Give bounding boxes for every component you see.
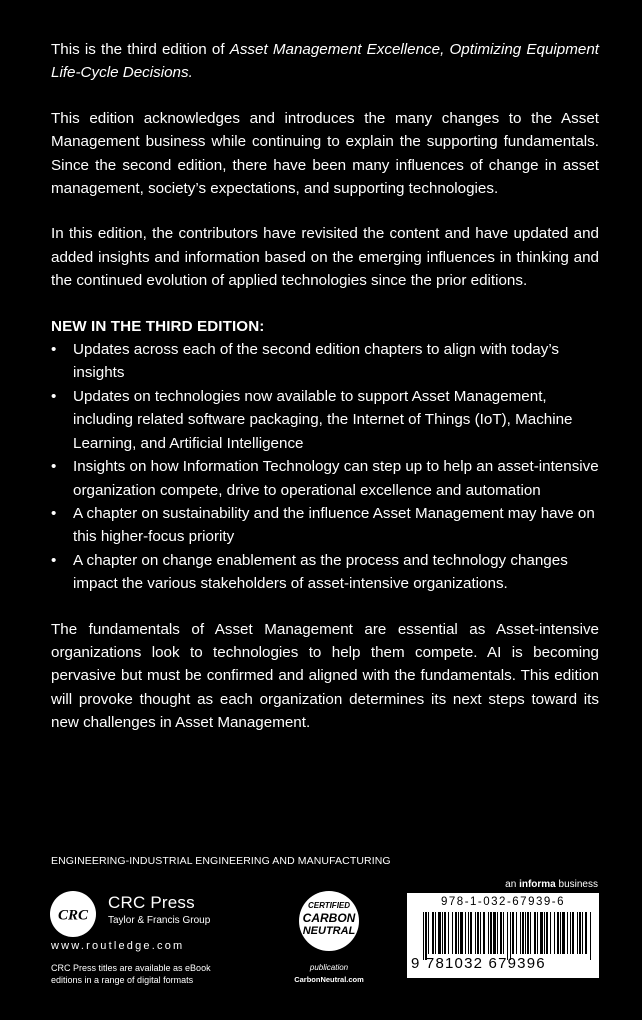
barcode-bar <box>577 912 578 954</box>
barcode-bar <box>534 912 536 954</box>
bullet-icon: • <box>51 551 57 569</box>
barcode-bar <box>500 912 502 954</box>
barcode-icon <box>423 912 593 960</box>
barcode-bar <box>493 912 496 954</box>
informa-brand: informa <box>519 879 556 890</box>
website-link[interactable]: www.routledge.com <box>51 940 185 952</box>
contributors-paragraph: In this edition, the contributors have revisited the content and have updated and added insights and information based on the emerging influences in thinking and the continued evolution of applied technologies since the prior editions. <box>51 225 599 290</box>
bullet-icon: • <box>51 458 57 476</box>
barcode-bar <box>567 912 568 954</box>
publisher-group: Taylor & Francis Group <box>108 915 211 926</box>
publication-text: publication <box>309 963 349 972</box>
barcode-bar <box>544 912 545 954</box>
book-title: Asset Management Excellence, Optimizing Equipment Life-Cycle Decisions. <box>51 41 599 82</box>
barcode-bar <box>530 912 531 954</box>
isbn-text: 978-1-032-67939-6 <box>441 896 565 908</box>
list-item: • Insights on how Information Technology can step up to help an asset-intensive organization compete, drive to operational excellence and automation <box>51 455 599 502</box>
barcode-bar <box>483 912 485 954</box>
barcode-bar <box>550 912 551 954</box>
barcode-bar <box>438 912 441 954</box>
barcode-bar <box>585 912 587 954</box>
intro-paragraph <box>51 38 599 85</box>
barcode-bar <box>579 912 581 954</box>
barcode-bar <box>516 912 517 954</box>
list-item: • A chapter on change enablement as the process and technology changes impact the various stakeholders of asset-intensive organizations. <box>51 549 599 596</box>
barcode-bar <box>497 912 498 954</box>
barcode-bar <box>470 912 472 954</box>
barcode-bar <box>562 912 565 954</box>
barcode-bar <box>468 912 469 954</box>
barcode-bar <box>520 912 521 954</box>
list-item: • Updates on technologies now available to support Asset Management, including related software packaging, the Internet of Things (IoT), Machine Learning, and Artificial Intelligence <box>51 385 599 455</box>
intro-prefix: This is the third edition of <box>51 41 230 58</box>
barcode-bar <box>432 912 434 954</box>
carbon-text: CARBON <box>302 911 356 925</box>
new-edition-list <box>51 338 599 595</box>
barcode-bar <box>590 912 591 960</box>
barcode-bar <box>475 912 476 954</box>
carbon-neutral-logo <box>286 888 372 988</box>
barcode-bar <box>570 912 571 954</box>
barcode-bar <box>488 912 489 954</box>
barcode-bar <box>477 912 479 954</box>
barcode-bar <box>435 912 436 954</box>
barcode-bar <box>507 912 508 960</box>
barcode-bar <box>458 912 459 954</box>
barcode-bar <box>444 912 446 954</box>
barcode-bar <box>546 912 548 954</box>
barcode-bar <box>503 912 504 954</box>
barcode-bar <box>554 912 555 954</box>
barcode-bar <box>460 912 463 954</box>
barcode-bar <box>527 912 529 954</box>
crc-logo-text: CRC <box>57 907 89 924</box>
list-item: • A chapter on sustainability and the influence Asset Management may have on this higher-focus priority <box>51 502 599 549</box>
barcode-bar <box>480 912 481 954</box>
barcode-bar <box>537 912 538 954</box>
carbon-site-text: CarbonNeutral.com <box>294 975 364 984</box>
barcode-bar <box>510 912 511 960</box>
barcode-bar <box>557 912 559 954</box>
barcode-bar <box>452 912 453 954</box>
closing-paragraph: The fundamentals of Asset Management are essential as Asset-intensive organizations look to technologies to help them compete. AI is becoming pervasive but must be confirmed and aligned with the fundamentals. This edition will provoke thought as each organization determines its next steps toward its new challenges in Asset Management. <box>51 620 599 732</box>
barcode-bar <box>465 912 466 954</box>
crc-press-logo <box>49 890 97 938</box>
barcode-bar <box>423 912 424 960</box>
barcode-bar <box>490 912 492 954</box>
barcode-bar <box>442 912 443 954</box>
bullet-icon: • <box>51 341 57 359</box>
edition-paragraph: This edition acknowledges and introduces the many changes to the Asset Management business while continuing to explain the supporting fundamentals. Since the second edition, there have been many influences of change in asset management, society’s expectations, and supporting technologies. <box>51 109 599 198</box>
barcode-bar <box>572 912 574 954</box>
back-cover-text <box>51 38 599 757</box>
ebook-note: CRC Press titles are available as eBook editions in a range of digital formats <box>51 963 211 985</box>
bullet-icon: • <box>51 504 57 522</box>
publisher-name: CRC Press <box>108 893 195 912</box>
barcode-bar <box>448 912 449 954</box>
barcode-bar <box>425 912 427 960</box>
barcode-bar <box>540 912 543 954</box>
barcode-bar <box>512 912 514 954</box>
barcode-bar <box>428 912 429 954</box>
list-item: • Updates across each of the second edition chapters to align with today’s insights <box>51 338 599 385</box>
barcode-bar <box>525 912 526 954</box>
neutral-text: NEUTRAL <box>302 925 356 937</box>
subject-category: ENGINEERING-INDUSTRIAL ENGINEERING AND MANUFACTURING <box>51 855 391 867</box>
isbn-digits: 9 781032 679396 <box>411 955 546 972</box>
barcode-bar <box>455 912 457 954</box>
informa-tagline: an informa business <box>505 879 598 890</box>
bullet-icon: • <box>51 387 57 405</box>
isbn-barcode <box>407 893 599 978</box>
barcode-bar <box>522 912 524 954</box>
new-edition-heading: NEW IN THE THIRD EDITION: <box>51 317 265 335</box>
barcode-bar <box>582 912 583 954</box>
barcode-bar <box>560 912 561 954</box>
certified-text: CERTIFIED <box>307 901 351 910</box>
